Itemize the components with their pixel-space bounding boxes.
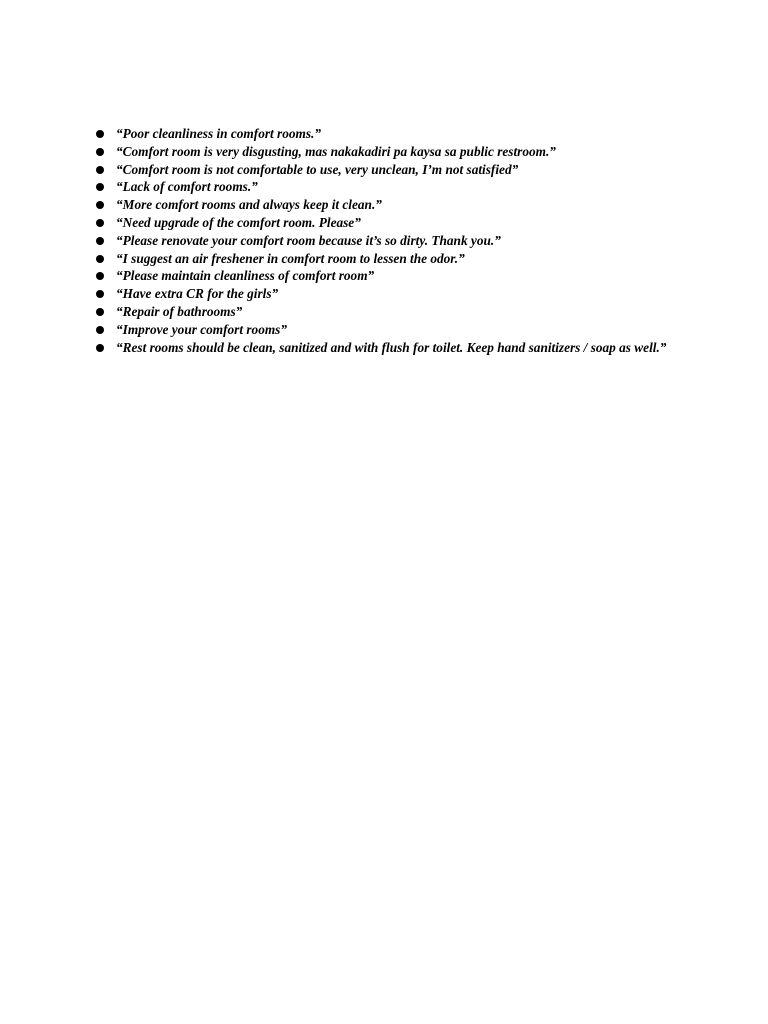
- bullet-icon: [96, 237, 104, 245]
- comment-text: “Rest rooms should be clean, sanitized and with flush for toilet. Keep hand sanitizers / soap as well.”: [116, 339, 667, 355]
- list-item: [94, 161, 694, 179]
- comment-text: “Lack of comfort rooms.”: [116, 179, 258, 195]
- comment-text: “Please maintain cleanliness of comfort room”: [116, 268, 375, 284]
- bullet-icon: [96, 255, 104, 263]
- list-item: [94, 285, 694, 303]
- list-item: [94, 303, 694, 321]
- comment-text: “Repair of bathrooms”: [116, 303, 243, 319]
- list-item: [94, 321, 694, 339]
- comment-text: “Improve your comfort rooms”: [116, 321, 288, 337]
- list-item: [94, 250, 694, 268]
- comment-list: [94, 125, 694, 356]
- list-item: [94, 339, 694, 357]
- bullet-icon: [96, 326, 104, 334]
- comment-text: “I suggest an air freshener in comfort room to lessen the odor.”: [116, 250, 465, 266]
- comment-text: “More comfort rooms and always keep it clean.”: [116, 197, 382, 213]
- bullet-icon: [96, 148, 104, 156]
- bullet-icon: [96, 272, 104, 280]
- bullet-icon: [96, 290, 104, 298]
- bullet-icon: [96, 219, 104, 227]
- bullet-icon: [96, 183, 104, 191]
- list-item: [94, 267, 694, 285]
- list-item: [94, 196, 694, 214]
- bullet-icon: [96, 201, 104, 209]
- list-item: [94, 214, 694, 232]
- bullet-icon: [96, 166, 104, 174]
- list-item: [94, 232, 694, 250]
- list-item: [94, 125, 694, 143]
- list-item: [94, 143, 694, 161]
- comment-text: “Need upgrade of the comfort room. Please”: [116, 214, 361, 230]
- comment-text: “Please renovate your comfort room because it’s so dirty. Thank you.”: [116, 232, 501, 248]
- comment-text: “Comfort room is very disgusting, mas nakakadiri pa kaysa sa public restroom.”: [116, 143, 556, 159]
- comment-text: “Poor cleanliness in comfort rooms.”: [116, 126, 322, 141]
- comment-text: “Comfort room is not comfortable to use, very unclean, I’m not satisfied”: [116, 161, 519, 177]
- list-item: [94, 178, 694, 196]
- bullet-icon: [96, 344, 104, 352]
- bullet-icon: [96, 130, 104, 138]
- comment-text: “Have extra CR for the girls”: [116, 286, 279, 302]
- bullet-icon: [96, 308, 104, 316]
